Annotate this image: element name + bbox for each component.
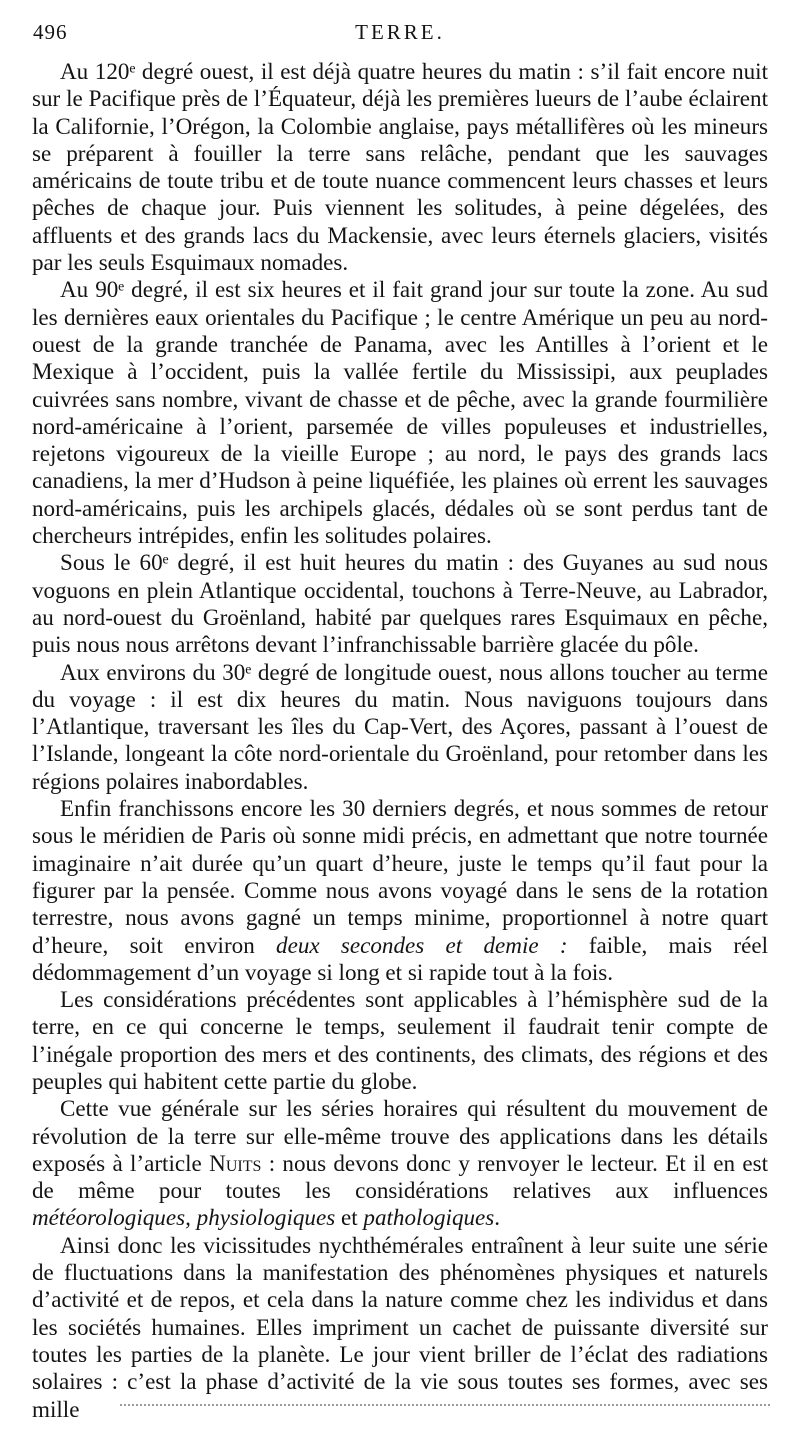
paragraph-text: . <box>494 1204 501 1231</box>
footer-divider <box>120 1404 770 1406</box>
paragraph-text: : nous devons donc y renvoyer le lecteur. Et il en est de même pour toutes les considérations relatives aux influences <box>32 1149 769 1204</box>
separator: et <box>335 1204 364 1231</box>
paragraph-30-degree: Aux environs du 30ᵉ degré de longitude ouest, nous allons toucher au terme du voyage : il est dix heures du matin. Nous naviguons toujours dans l’Atlantique, traversant les îles du Cap-Vert, des Açores, passant à l’ouest de l’Islande, longeant la côte nord-orientale du Groënland, pour retomber dans les régions polaires inabordables. <box>32 658 768 794</box>
italic-term: physiologiques <box>196 1204 336 1231</box>
paragraph-paris-meridian <box>32 795 768 986</box>
italic-term: météorologiques, <box>32 1204 191 1231</box>
paragraph-text: Enfin franchissons encore les 30 derniers degrés, et nous sommes de retour sous le méridien de Paris où sonne midi précis, en admettant que notre tournée imaginaire n’ait durée qu’un quart d’heure, juste le temps qu’il faut pour la figurer par la pensée. Comme nous avons voyagé dans le sens de la rotation terrestre, nous avons gagné un temps minime, proportionnel à notre quart d’heure, soit environ <box>32 795 768 958</box>
paragraph-text: Cette vue générale sur les séries horaires qui résultent du mouvement de révolution de la terre sur elle-même trouve des applications dans les détails exposés à l’article <box>32 1095 768 1176</box>
italic-phrase: deux secondes et demie : <box>276 931 568 958</box>
page-number: 496 <box>33 20 68 44</box>
paragraph-120-degree: Au 120ᵉ degré ouest, il est déjà quatre heures du matin : s’il fait encore nuit sur le Pacifique près de l’Équateur, déjà les premières lueurs de l’aube éclairent la Californie, l’Orégon, la Colombie anglaise, pays métallifères où les mineurs se préparent à fouiller la terre sans relâche, pendant que les sauvages américains de toute tribu et de toute nuance commencent leurs chasses et leurs pêches de chaque jour. Puis viennent les solitudes, à peine dégelées, des affluents et des grands lacs du Mackensie, avec leurs éternels glaciers, visités par les seuls Esquimaux nomades. <box>32 58 768 276</box>
article-reference: Nuits <box>209 1149 262 1176</box>
paragraph-southern-hemisphere: Les considérations précédentes sont applicables à l’hémisphère sud de la terre, en ce qui concerne le temps, seulement il faudrait tenir compte de l’inégale proportion des mers et des continents, des climats, des régions et des peuples qui habitent cette partie du globe. <box>32 986 768 1094</box>
paragraph-text: faible, mais réel dédommagement d’un voyage si long et si rapide tout à la fois. <box>32 931 768 985</box>
italic-term: pathologiques <box>363 1204 495 1231</box>
paragraph-60-degree: Sous le 60ᵉ degré, il est huit heures du matin : des Guyanes au sud nous voguons en plein Atlantique occidental, touchons à Terre-Neuve, au Labrador, au nord-ouest du Groënland, habité par quelques rares Esquimaux en pêche, puis nous nous arrêtons devant l’infranchissable barrière glacée du pôle. <box>32 549 768 658</box>
running-title: TERRE. <box>355 20 445 44</box>
paragraph-vicissitudes: Ainsi donc les vicissitudes nychthémérales entraînent à leur suite une série de fluctuations dans la manifestation des phénomènes physiques et naturels d’activité et de repos, et cela dans la nature comme chez les individus et dans les sociétés humaines. Elles impriment un cachet de puissante diversité sur toutes les parties de la planète. Le jour vient briller de l’éclat des radiations solaires : c’est la phase d’activité de la vie sous toutes ses formes, avec ses mille <box>32 1231 768 1422</box>
paragraph-general-view <box>32 1095 768 1231</box>
paragraph-90-degree: Au 90ᵉ degré, il est six heures et il fait grand jour sur toute la zone. Au sud les dernières eaux orientales du Pacifique ; le centre Amérique un peu au nord-ouest de la grande tranchée de Panama, avec les Antilles à l’orient et le Mexique à l’occident, puis la vallée fertile du Mississipi, aux peuplades cuivrées sans nombre, vivant de chasse et de pêche, avec la grande fourmilière nord-américaine à l’orient, parsemée de villes populeuses et industrielles, rejetons vigoureux de la vieille Europe ; au nord, le pays des grands lacs canadiens, la mer d’Hudson à peine liquéfiée, les plaines où errent les sauvages nord-américains, puis les archipels glacés, dédales où se sont perdus tant de chercheurs intrépides, enfin les solitudes polaires. <box>32 276 768 549</box>
body-text <box>32 58 768 1423</box>
